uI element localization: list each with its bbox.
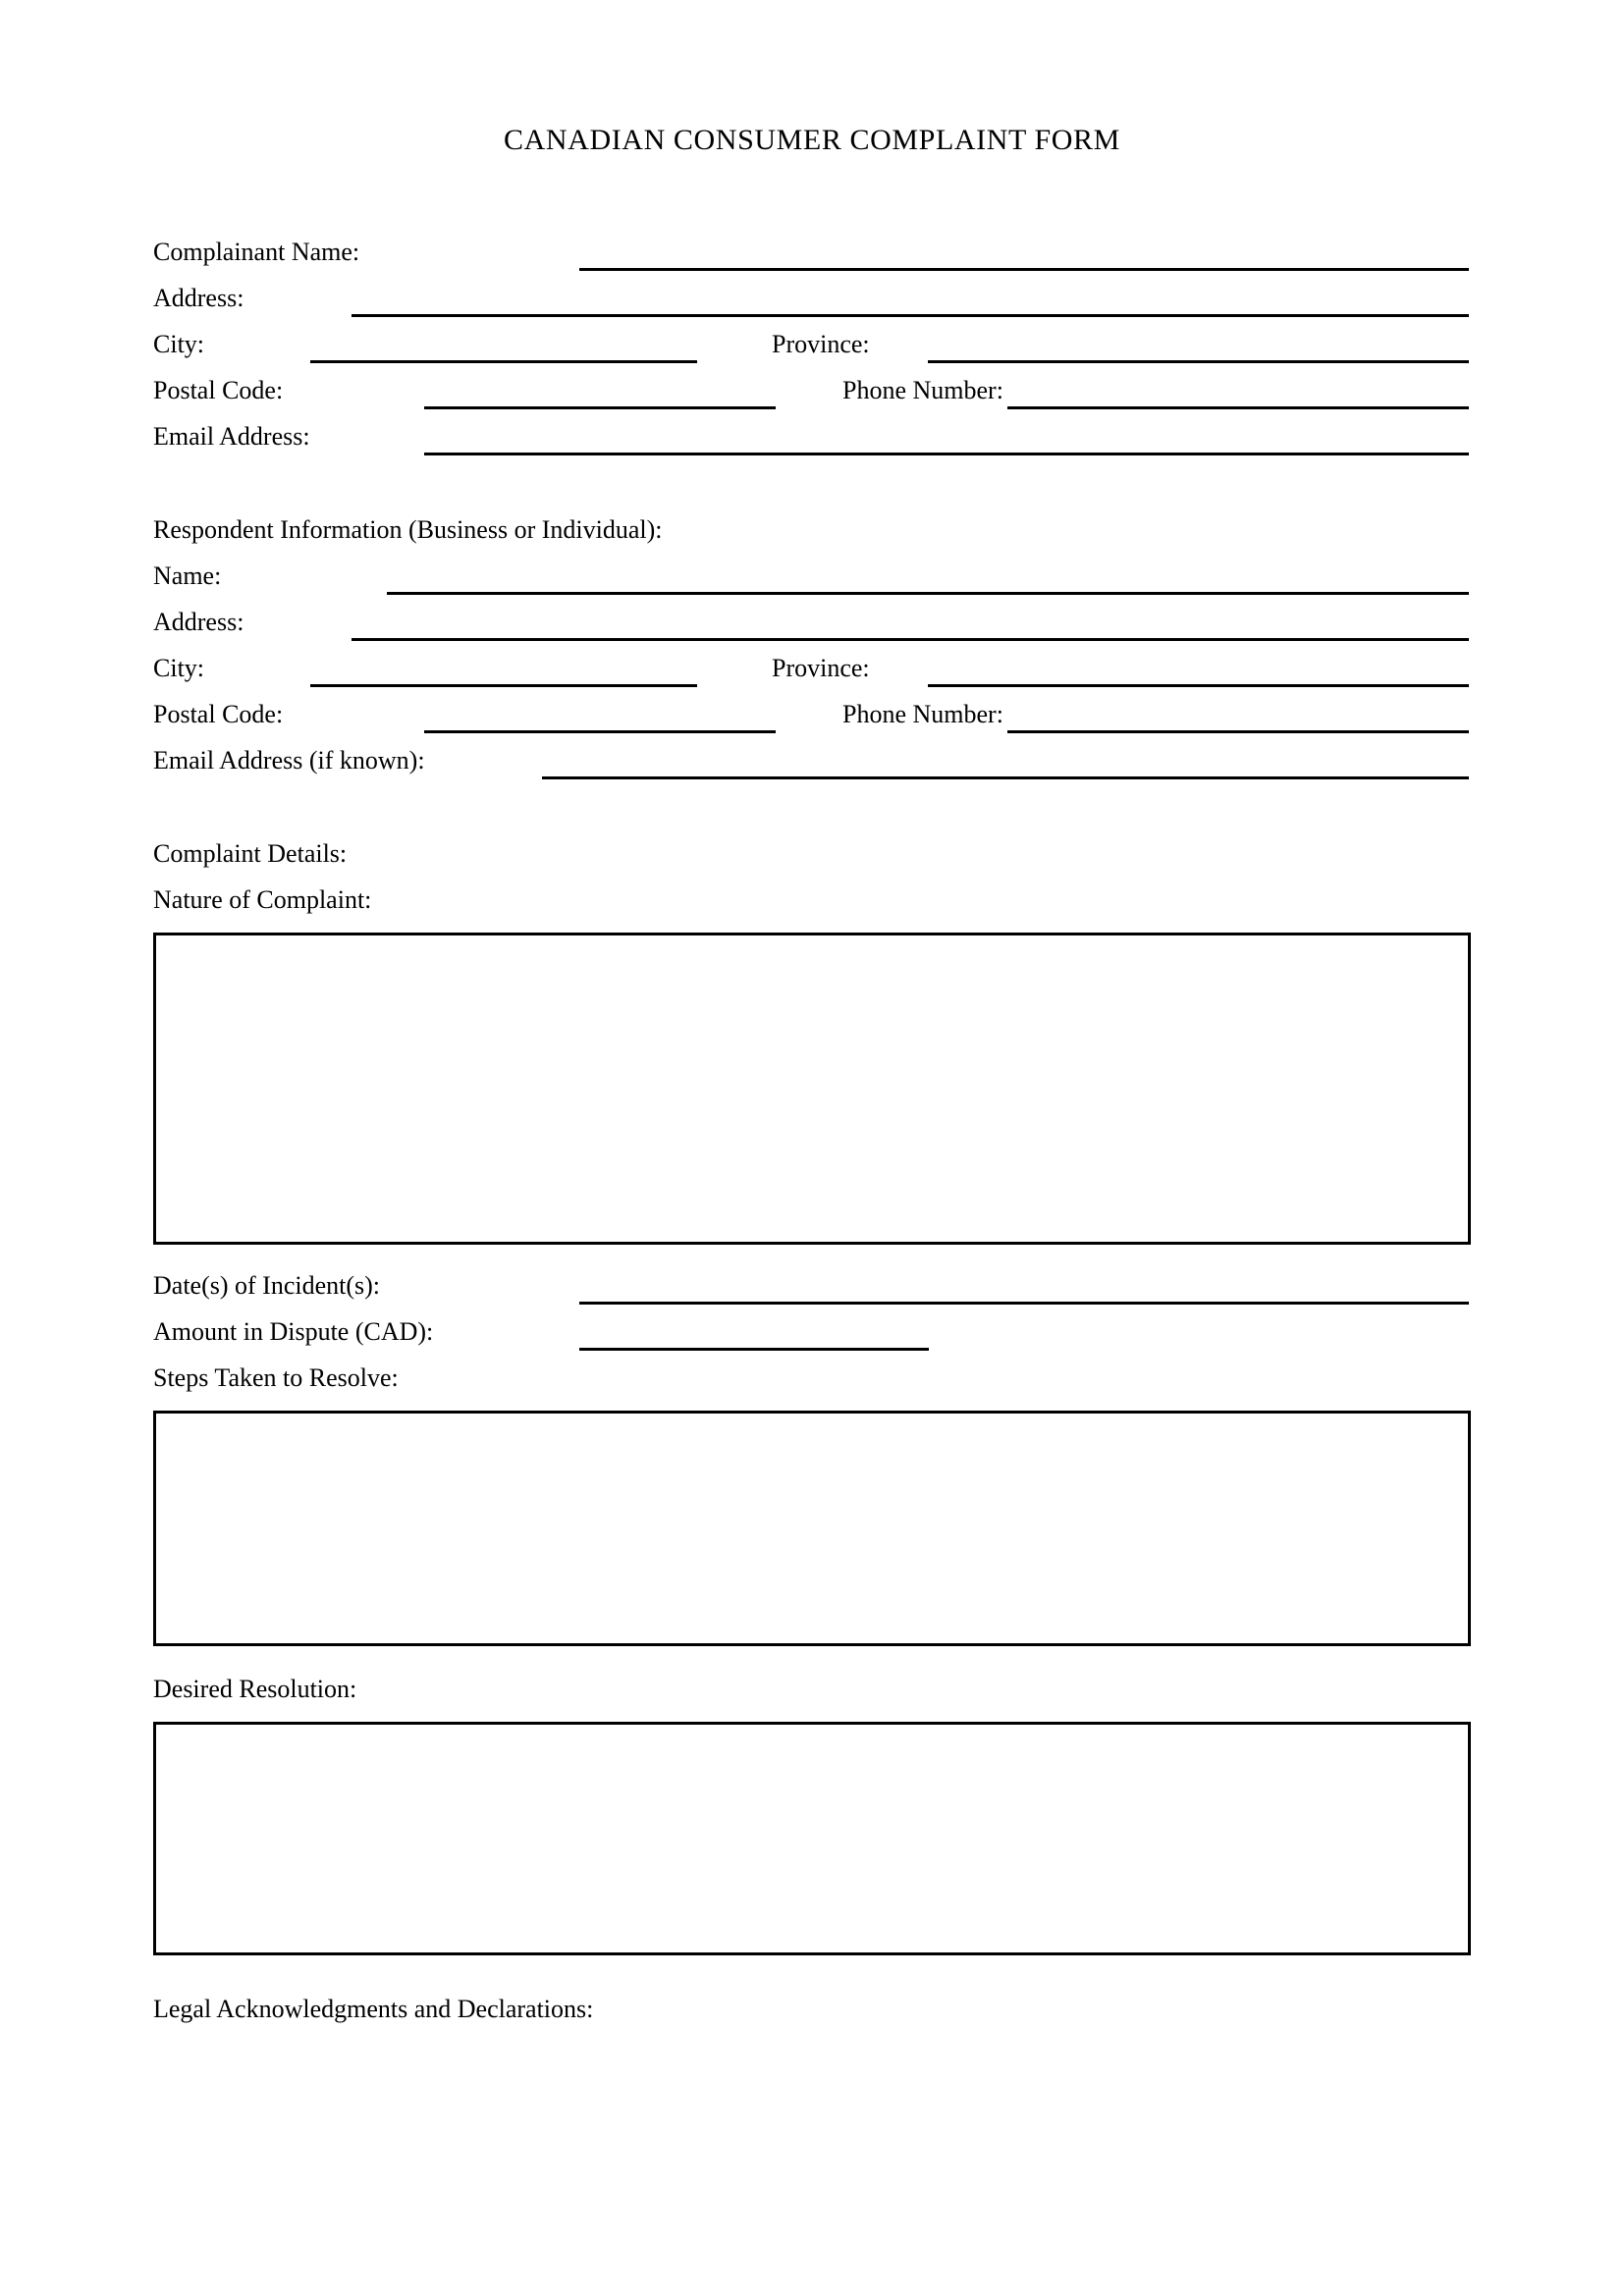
complainant-postal-code-label: Postal Code:	[153, 376, 284, 404]
complainant-city-label: City:	[153, 330, 205, 358]
complainant-name-label: Complainant Name:	[153, 238, 360, 266]
complainant-email-input[interactable]	[424, 453, 1469, 455]
page-title: CANADIAN CONSUMER COMPLAINT FORM	[504, 124, 1120, 156]
complainant-address-input[interactable]	[352, 314, 1469, 317]
respondent-postal-code-input[interactable]	[424, 730, 776, 733]
complainant-province-label: Province:	[772, 330, 870, 358]
legal-acknowledgments-heading: Legal Acknowledgments and Declarations:	[153, 1995, 594, 2023]
respondent-address-label: Address:	[153, 608, 244, 636]
field-row-incident-dates	[0, 1271, 1624, 1310]
field-row-respondent-postal-phone	[0, 700, 1624, 739]
field-row-respondent-city-province	[0, 654, 1624, 693]
field-row-respondent-email	[0, 746, 1624, 785]
complainant-email-label: Email Address:	[153, 422, 310, 451]
respondent-email-input[interactable]	[542, 776, 1469, 779]
field-row-complainant-name	[0, 238, 1624, 277]
field-row-complainant-address	[0, 284, 1624, 323]
field-row-complainant-email	[0, 422, 1624, 461]
respondent-address-input[interactable]	[352, 638, 1469, 641]
respondent-province-input[interactable]	[928, 684, 1469, 687]
respondent-name-label: Name:	[153, 561, 222, 590]
amount-in-dispute-input[interactable]	[579, 1348, 929, 1351]
incident-dates-input[interactable]	[579, 1302, 1469, 1305]
complainant-phone-label: Phone Number:	[842, 376, 1003, 404]
respondent-phone-input[interactable]	[1007, 730, 1469, 733]
respondent-city-label: City:	[153, 654, 205, 682]
complaint-details-section-heading: Complaint Details:	[153, 839, 348, 868]
field-row-complainant-city-province	[0, 330, 1624, 369]
steps-taken-textarea[interactable]	[153, 1411, 1471, 1646]
complainant-phone-input[interactable]	[1007, 406, 1469, 409]
field-row-respondent-address	[0, 608, 1624, 647]
nature-of-complaint-textarea[interactable]	[153, 933, 1471, 1245]
steps-taken-label: Steps Taken to Resolve:	[153, 1363, 399, 1392]
respondent-postal-code-label: Postal Code:	[153, 700, 284, 728]
field-row-amount-in-dispute	[0, 1317, 1624, 1357]
complainant-province-input[interactable]	[928, 360, 1469, 363]
field-row-complainant-postal-phone	[0, 376, 1624, 415]
respondent-email-label: Email Address (if known):	[153, 746, 425, 774]
incident-dates-label: Date(s) of Incident(s):	[153, 1271, 381, 1300]
complainant-city-input[interactable]	[310, 360, 697, 363]
nature-of-complaint-label: Nature of Complaint:	[153, 885, 372, 914]
respondent-province-label: Province:	[772, 654, 870, 682]
amount-in-dispute-label: Amount in Dispute (CAD):	[153, 1317, 434, 1346]
desired-resolution-label: Desired Resolution:	[153, 1675, 357, 1703]
complainant-address-label: Address:	[153, 284, 244, 312]
complainant-name-input[interactable]	[579, 268, 1469, 271]
respondent-section-heading: Respondent Information (Business or Individual):	[153, 515, 663, 544]
desired-resolution-textarea[interactable]	[153, 1722, 1471, 1955]
respondent-name-input[interactable]	[387, 592, 1469, 595]
respondent-phone-label: Phone Number:	[842, 700, 1003, 728]
respondent-city-input[interactable]	[310, 684, 697, 687]
field-row-respondent-name	[0, 561, 1624, 601]
complainant-postal-code-input[interactable]	[424, 406, 776, 409]
